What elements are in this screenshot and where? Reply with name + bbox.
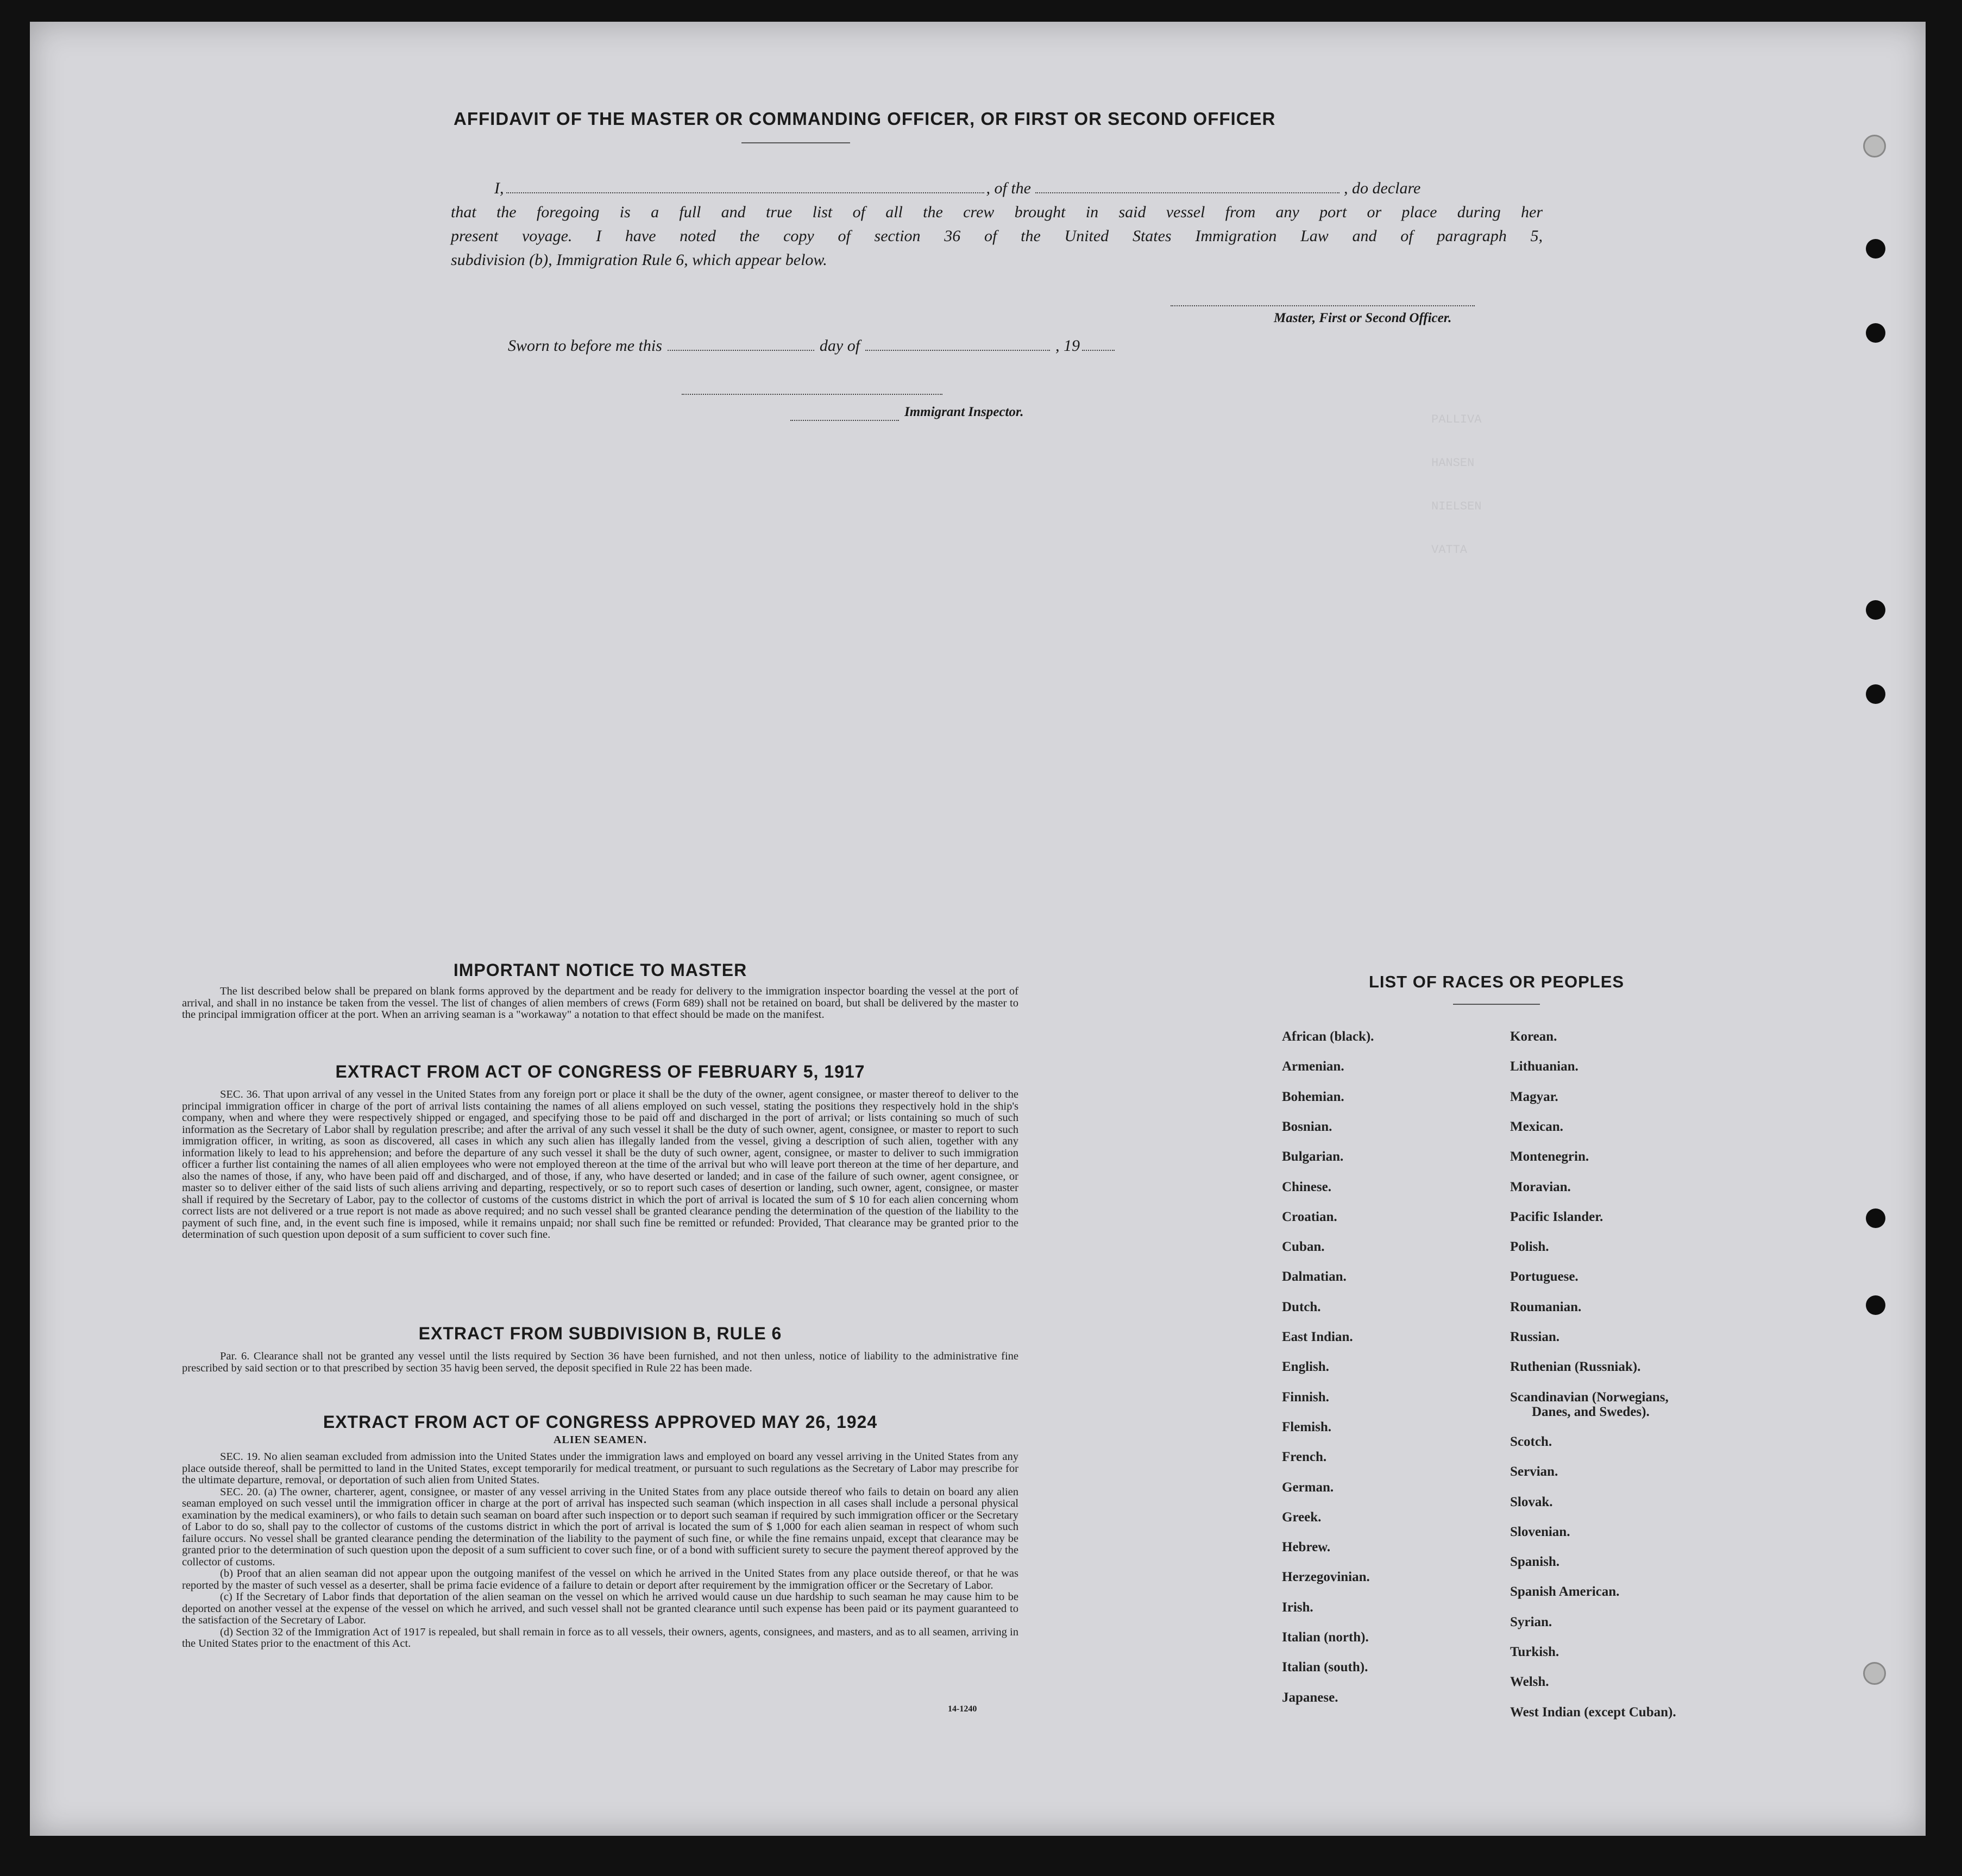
extract-1924-subtitle: ALIEN SEAMEN. [554,1434,647,1446]
bleed-through-text: PALLIVA [1431,413,1482,426]
notice-body [182,986,1018,1021]
extract-1924-title: EXTRACT FROM ACT OF CONGRESS APPROVED MAY 26, 1924 [323,1412,878,1432]
form-number: 14-1240 [948,1704,977,1714]
rule-6-text: Par. 6. Clearance shall not be granted any vessel until the lists required by Section 36 have been furnished, and not then unless, notice of liability to the administrative fine prescribed by said section or to that prescribed by section 35 havig been served, the deposit specified in Rule 22 has been made. [182,1350,1018,1374]
extract-1924-body [182,1451,1018,1650]
race-item: Chinese. [1282,1179,1331,1194]
race-item: African (black). [1282,1029,1374,1044]
sworn-day-field[interactable] [668,336,814,351]
race-item: Dutch. [1282,1299,1321,1314]
punch-hole [1863,135,1886,158]
affidavit-line-4: subdivision (b), Immigration Rule 6, which appear below. [451,251,827,269]
punch-hole [1866,600,1885,620]
affidavit-line-1 [451,177,1543,200]
race-item: Croatian. [1282,1209,1337,1224]
affidavit-declare: , do declare [1344,179,1421,197]
affidavit-line-3: present voyage. I have noted the copy of section 36 of the United States Immigration Law and of paragraph 5, [451,227,1543,245]
punch-hole [1866,1208,1885,1228]
inspector-signature-line[interactable] [682,394,942,395]
race-item: Danes, and Swedes). [1532,1404,1650,1419]
rule-6-body [182,1351,1018,1374]
race-item: Herzegovinian. [1282,1570,1370,1585]
section-20c-text: (c) If the Secretary of Labor finds that deportation of the alien seaman on the vessel on which he arrived would cause un due hardship to such seaman he may cause him to be deported on another vessel at the expense of the vessel on which he arrived, and such vessel shall not be granted clearance until such expense has been paid or its payment guaranteed to the satisfaction of the Secretary of Labor. [182,1591,1018,1626]
race-item: Bosnian. [1282,1119,1332,1134]
officer-signature-line[interactable] [1171,305,1475,306]
officer-caption: Master, First or Second Officer. [1274,311,1452,325]
name-field[interactable] [506,178,984,193]
race-item: Slovak. [1510,1494,1553,1509]
race-item: Bulgarian. [1282,1149,1344,1164]
race-item: German. [1282,1480,1334,1495]
sworn-text: Sworn to before me this [508,337,662,355]
race-item: Welsh. [1510,1674,1549,1690]
extract-1917-title: EXTRACT FROM ACT OF CONGRESS OF FEBRUARY 5, 1917 [335,1062,865,1081]
race-item: Turkish. [1510,1645,1559,1659]
notice-title: IMPORTANT NOTICE TO MASTER [453,960,747,980]
punch-hole [1866,323,1885,343]
punch-hole [1866,239,1885,259]
section-20d-text: (d) Section 32 of the Immigration Act of 1917 is repealed, but shall remain in force as to all vessels, their owners, agents, consignees, and masters, and as to all seamen, arriving in the United States prior to the enactment of this Act. [182,1626,1018,1650]
race-item: Italian (north). [1282,1630,1369,1645]
race-item: Ruthenian (Russniak). [1510,1359,1641,1375]
race-item: Bohemian. [1282,1089,1344,1104]
bleed-through-text: HANSEN [1431,456,1475,470]
section-36-text: SEC. 36. That upon arrival of any vessel in the United States from any foreign port or place it shall be the duty of the owner, agent consignee, or master thereof to deliver to the principal immigration officer in charge of the port of arrival lists containing the names of all aliens employed on such vessel, stating the positions they respectively hold in the ship's company, when and where they were respectively shipped or engaged, and specifying those to be paid off and discharged in the port of arrival; or lists containing so much of such information as the Secretary of Labor shall by regulation prescribe; and after the arrival of any such vessel it shall be the duty of such owner, agent, consignee, or master to report to such immigration officer, in writing, as soon as discovered, all cases in which any such alien has illegally landed from the vessel, giving a description of such alien, together with any information likely to lead to his apprehension; and before the departure of any such vessel it shall be the duty of such owner, agent, consignee, or master to deliver to such immigration officer a further list containing the names of all alien employees who were not employed thereon at the time of the arrival but who will leave port thereon at the time of her departure, and also the names of those, if any, who have been paid off and discharged, and of those, if any, who have deserted or landed; and in case of the failure of such owner, agent consignee, or master so to deliver either of the said lists of such aliens arriving and departing, respectively, or so to report such cases of desertion or landing, such owner, agent, consignee, or master shall if required by the Secretary of Labor, pay to the collector of customs of the customs district in which the port of arrival is located the sum of $ 10 for each alien concerning whom correct lists are not delivered or a true report is not made as above required; and no such vessel shall be granted clearance pending the determination of the question of the liability to the payment of such fine, and, in the event such fine is imposed, while it remains unpaid; nor shall such fine be remitted or refunded: Provided, That clearance may be granted prior to the determination of such question upon deposit of a sum sufficient to cover such fine. [182,1088,1018,1241]
race-item: Slovenian. [1510,1524,1570,1539]
punch-hole [1866,1295,1885,1315]
affidavit-i: I, [494,179,504,197]
section-20a-text: SEC. 20. (a) The owner, charterer, agent, consignee, or master of any vessel arriving in the United States from any place outside thereof who fails to detain on board any alien seaman employed on such vessel until the immigration officer in charge at the port of arrival has inspected such seaman (which inspection in all cases shall include a personal physical examination by the medical examiners), or who fails to detain such seaman on board after such inspection or to deport such seaman if required by such immigration officer or the Secretary of Labor to do so, shall pay to the collector of customs of the customs district in which the port of arrival is located the sum of $ 1,000 for each alien seaman in respect of whom such failure occurs. No vessel shall be granted clearance pending the determination of the liability to the payment of such fine, or while the fine remains unpaid, except that clearance may be granted prior to the determination of such question upon the deposit of a sum sufficient to cover such fine, or of a bond with sufficient surety to secure the payment thereof approved by the collector of customs. [182,1485,1018,1568]
affidavit-title: AFFIDAVIT OF THE MASTER OR COMMANDING OFFICER, OR FIRST OR SECOND OFFICER [454,109,1276,129]
sworn-year-field[interactable] [1082,336,1115,351]
title-underline [741,142,850,143]
races-title-underline [1453,1004,1540,1005]
sworn-line [508,334,1115,358]
race-item: Armenian. [1282,1059,1344,1074]
race-item: Dalmatian. [1282,1269,1347,1285]
affidavit-line-2: that the foregoing is a full and true list of all the crew brought in said vessel from any port or place during her [451,203,1543,221]
race-item: Lithuanian. [1510,1059,1579,1074]
race-item: French. [1282,1450,1327,1465]
extract-1917-body [182,1089,1018,1241]
race-item: Japanese. [1282,1690,1338,1705]
race-item: Cuban. [1282,1239,1325,1255]
race-item: Pacific Islander. [1510,1209,1603,1224]
race-item: Irish. [1282,1600,1313,1615]
bleed-through-text: NIELSEN [1431,500,1482,513]
race-item: Scandinavian (Norwegians, [1510,1389,1669,1405]
race-item: Italian (south). [1282,1660,1368,1675]
race-item: Mexican. [1510,1119,1563,1134]
punch-hole [1863,1662,1886,1685]
races-title: LIST OF RACES OR PEOPLES [1368,972,1625,991]
vessel-field[interactable] [1035,178,1340,193]
race-item: Russian. [1510,1330,1560,1344]
race-item: Finnish. [1282,1389,1329,1405]
race-item: Servian. [1510,1464,1558,1480]
race-item: Syrian. [1510,1614,1552,1629]
race-item: Montenegrin. [1510,1149,1589,1164]
notice-text: The list described below shall be prepared on blank forms approved by the department and be ready for delivery to the immigration inspector boarding the vessel at the port of arrival, and shall in no instance be taken from the vessel. The list of changes of alien members of crews (Form 689) shall not be retained on board, but shall be delivered by the master to the principal immigration officer at the port. When an arriving seaman is a "workaway" a notation to that effect should be made on the manifest. [182,985,1018,1021]
year-prefix: , 19 [1055,337,1080,355]
day-of-text: day of [819,337,860,355]
race-item: Roumanian. [1510,1299,1582,1314]
race-item: Hebrew. [1282,1540,1331,1555]
section-20b-text: (b) Proof that an alien seaman did not appear upon the outgoing manifest of the vessel on which he arrived in the United States from any place outside thereof, or that he was reported by the master of such vessel as a deserter, shall be prima facie evidence of a failure to detain or deport after requirement by the immigration officer or the Secretary of Labor. [182,1567,1018,1591]
race-item: West Indian (except Cuban). [1510,1704,1676,1720]
race-item: Spanish. [1510,1554,1560,1570]
affidavit-of-the: , of the [986,179,1031,197]
race-item: Portuguese. [1510,1269,1579,1285]
race-item: Flemish. [1282,1419,1331,1434]
inspector-dotted-lead [790,420,899,421]
affidavit-text [451,177,1543,272]
bleed-through-text: VATTA [1431,543,1468,557]
race-item: Spanish American. [1510,1584,1620,1600]
sworn-month-field[interactable] [865,336,1050,351]
punch-hole [1866,684,1885,704]
race-item: Scotch. [1510,1434,1552,1449]
race-item: East Indian. [1282,1330,1353,1344]
race-item: Moravian. [1510,1179,1571,1194]
race-item: Greek. [1282,1509,1322,1525]
race-item: Magyar. [1510,1089,1558,1104]
rule-6-title: EXTRACT FROM SUBDIVISION B, RULE 6 [418,1324,782,1343]
race-item: Polish. [1510,1239,1549,1255]
section-19-text: SEC. 19. No alien seaman excluded from admission into the United States under the immigration laws and employed on board any vessel arriving in the United States from any place outside thereof, shall be permitted to land in the United States, except temporarily for medical treatment, or pursuant to such regulations as the Secretary of Labor may prescribe for the ultimate departure, removal, or deportation of such alien from United States. [182,1451,1018,1486]
inspector-caption: Immigrant Inspector. [904,405,1024,419]
document-page [30,22,1926,1836]
race-item: English. [1282,1359,1329,1375]
race-item: Korean. [1510,1029,1557,1044]
